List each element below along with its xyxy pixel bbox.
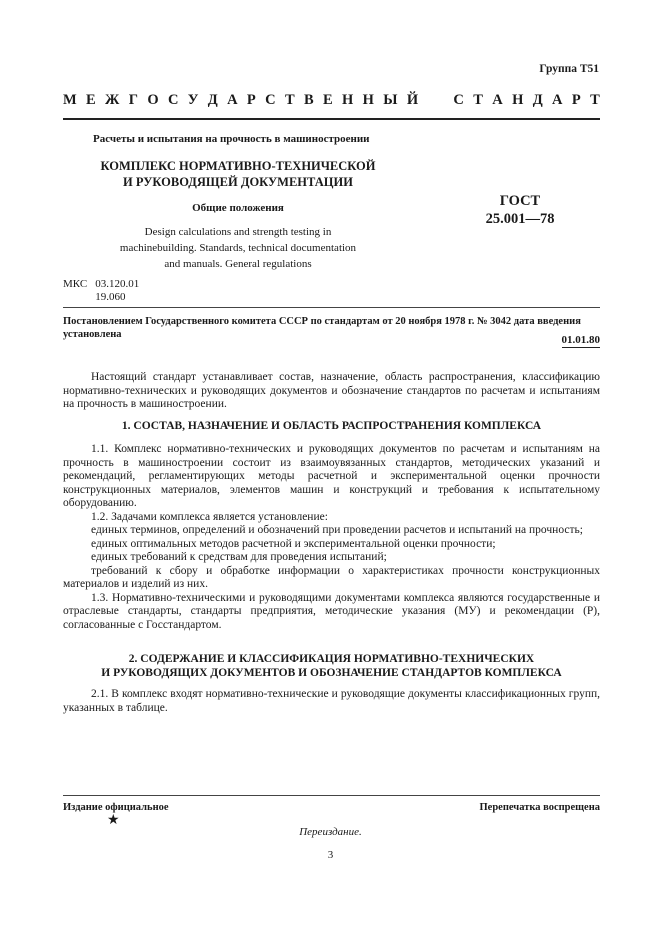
header-letter: Е xyxy=(86,92,96,108)
header-letter: А xyxy=(492,92,503,108)
paragraph-1-3: 1.3. Нормативно-техническими и руководящими документами комплекса являются государственные и отраслевые стандарты, стандарты предприятия, методические указания (МУ) и рекомендации (Р), согласованные с Госстандартом. xyxy=(63,591,600,631)
section-2-body xyxy=(63,688,600,715)
section-2-heading xyxy=(63,652,600,680)
reissue-note: Переиздание. xyxy=(299,826,362,838)
header-letter: У xyxy=(187,92,199,108)
gost-number: 25.001—78 xyxy=(485,211,555,227)
english-title-line2: machinebuilding. Standards, technical documentation xyxy=(119,242,357,254)
header-letter: Е xyxy=(322,92,333,108)
header-letter: В xyxy=(303,92,314,108)
header-letter: Н xyxy=(362,92,374,108)
header-letter: Ы xyxy=(383,92,398,108)
task-item: единых оптимальных методов расчетной и экспериментальной оценки прочности; xyxy=(91,537,496,550)
paragraph-1-1: 1.1. Комплекс нормативно-технических и руководящих документов по расчетам и испытаниям на прочность в машиностроении состоит из взаимоувязанных стандартов, методических указаний и рекомендаций, регламентирующих методы расчетной и экспериментальной оценки прочности конструкционных материалов, элементов машин и конструкций и требования к испытательному оборудованию. xyxy=(63,443,600,509)
task-item: единых требований к средствам для проведения испытаний; xyxy=(91,551,387,563)
decree: Постановлением Государственного комитета СССР по стандартам от 20 ноября 1978 г. № 3042 дата введения установлена xyxy=(63,316,581,340)
complex-title-line2: И РУКОВОДЯЩЕЙ ДОКУМЕНТАЦИИ xyxy=(123,175,353,189)
section-2-heading-line2: И РУКОВОДЯЩИХ ДОКУМЕНТОВ И ОБОЗНАЧЕНИЕ СТАНДАРТОВ КОМПЛЕКСА xyxy=(101,667,562,679)
mks-label: МКС xyxy=(63,278,88,290)
header-letter: С xyxy=(265,92,276,108)
section-1-body xyxy=(63,443,600,632)
star-icon: ★ xyxy=(107,813,120,828)
complex-title-line1: КОМПЛЕКС НОРМАТИВНО-ТЕХНИЧЕСКОЙ xyxy=(100,159,376,173)
header-letter: О xyxy=(147,92,159,108)
header-letter: Д xyxy=(207,92,218,108)
subtitle: Общие положения xyxy=(192,202,284,214)
gost-label: ГОСТ xyxy=(499,193,541,209)
english-title-line1: Design calculations and strength testing in xyxy=(144,226,332,238)
reprint-prohibited: Перепечатка воспрещена xyxy=(479,802,600,813)
header-letter: С xyxy=(453,92,464,108)
header-letter: Р xyxy=(246,92,256,108)
task-item: единых терминов, определений и обозначений при проведении расчетов и испытаний на прочность; xyxy=(91,524,583,536)
task-item: требований к сбору и обработке информации о характеристиках прочности конструкционных материалов и изделий из них. xyxy=(63,564,600,590)
english-title xyxy=(93,224,383,272)
header-letter: А xyxy=(227,92,238,108)
group-code: Группа Т51 xyxy=(539,63,599,75)
page-number: 3 xyxy=(327,849,334,861)
intro-paragraph xyxy=(63,371,600,412)
section-2-heading-line1: 2. СОДЕРЖАНИЕ И КЛАССИФИКАЦИЯ НОРМАТИВНО-ТЕХНИЧЕСКИХ xyxy=(128,653,535,665)
effective-date: 01.01.80 xyxy=(561,334,600,346)
mks-codes xyxy=(63,278,139,304)
section-1-heading: 1. СОСТАВ, НАЗНАЧЕНИЕ И ОБЛАСТЬ РАСПРОСТРАНЕНИЯ КОМПЛЕКСА xyxy=(121,420,542,432)
header-letter: А xyxy=(552,92,563,108)
header-letter: Г xyxy=(128,92,138,108)
paragraph-1-2: 1.2. Задачами комплекса является установление: xyxy=(91,510,328,523)
header-letter: Д xyxy=(532,92,543,108)
footer-rule xyxy=(63,795,600,796)
series-title: Расчеты и испытания на прочность в машиностроении xyxy=(93,133,370,145)
divider xyxy=(63,307,600,308)
header-rule xyxy=(63,118,600,120)
gost-designation xyxy=(455,192,585,228)
standard-header xyxy=(63,92,600,109)
header-letter: Т xyxy=(590,92,600,108)
header-letter: Т xyxy=(284,92,295,108)
header-letter: Й xyxy=(406,92,419,108)
header-letter: Ж xyxy=(105,92,120,108)
header-letter: С xyxy=(167,92,179,108)
header-letter xyxy=(440,92,444,109)
intro-text: Настоящий стандарт устанавливает состав, назначение, область распространения, классификацию нормативно-технических и руководящих документов и обозначение стандартов по расчетам и испытаниям на прочность в машиностроении. xyxy=(63,371,600,410)
complex-title xyxy=(93,158,383,190)
header-letter xyxy=(427,92,431,109)
header-letter: Н xyxy=(512,92,524,108)
mks-code-2: 19.060 xyxy=(95,291,126,303)
header-letter: Т xyxy=(473,92,483,108)
english-title-line3: and manuals. General regulations xyxy=(164,258,312,270)
header-letter: М xyxy=(63,92,77,108)
mks-code-1: 03.120.01 xyxy=(95,278,140,290)
paragraph-2-1: 2.1. В комплекс входят нормативно-технические и руководящие документы классификационных групп, указанных в таблице. xyxy=(63,688,600,714)
header-letter: Н xyxy=(342,92,354,108)
header-letter: Р xyxy=(571,92,581,108)
official-edition: Издание официальное xyxy=(63,802,169,813)
